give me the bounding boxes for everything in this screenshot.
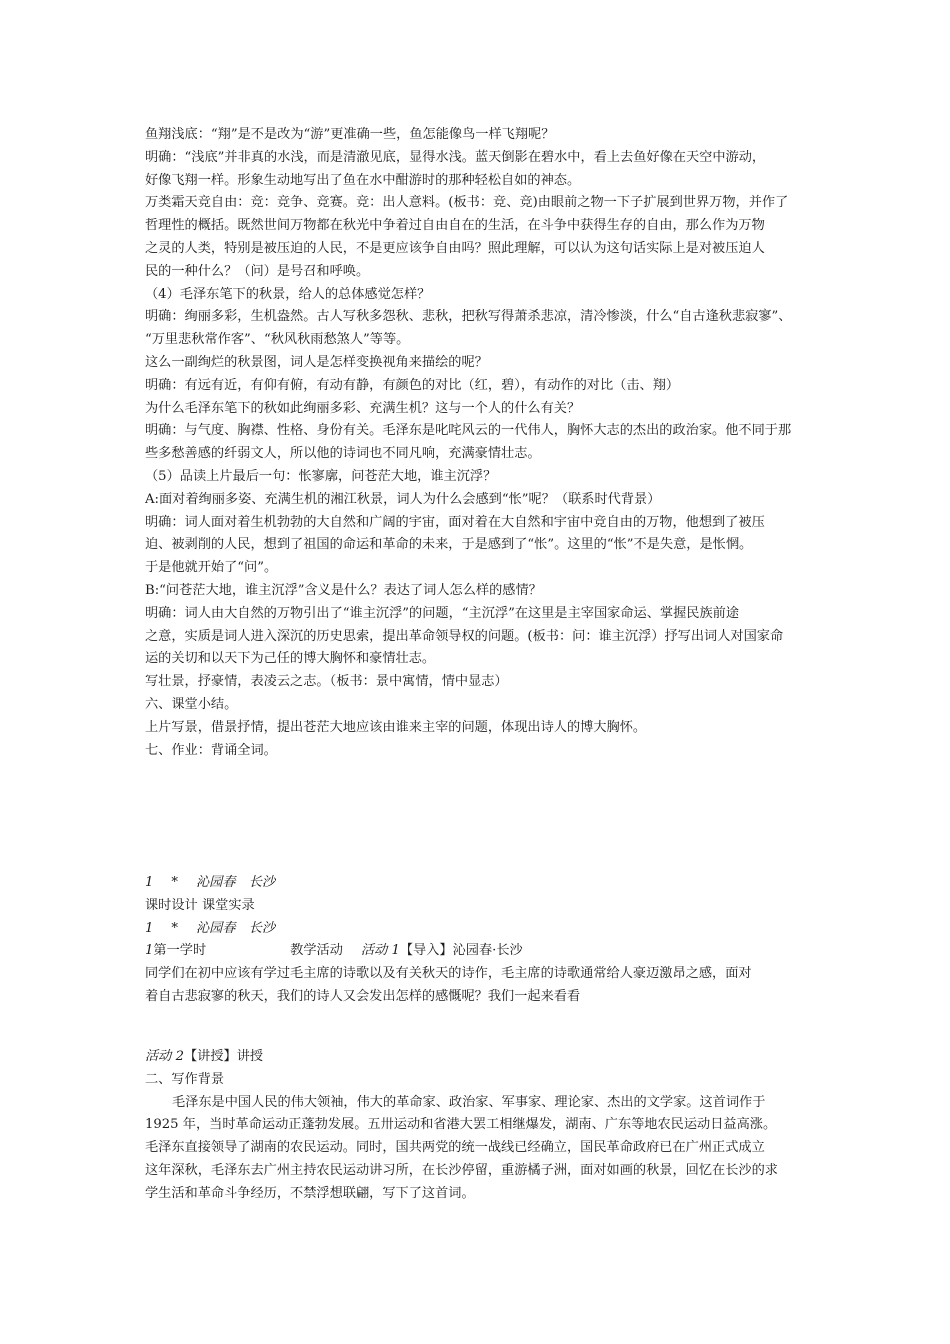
paragraph-line: 1925 年，当时革命运动正蓬勃发展。五卅运动和省港大罢工相继爆发，湖南、广东等地农民运动日益高涨。 (145, 1117, 777, 1133)
text-line: 这么一副绚烂的秋景图，词人是怎样变换视角来描绘的呢？ (145, 354, 488, 370)
lesson-title (145, 872, 817, 895)
text-line: 民的一种什么？（问）是号召和呼唤。 (145, 263, 370, 279)
activity-label: 教学活动 (290, 943, 343, 959)
activity-1-title: 【导入】沁园春·长沙 (399, 943, 523, 959)
lesson-period-line (145, 940, 817, 963)
activity-2-heading (145, 1046, 817, 1069)
text-line: 之灵的人类，特别是被压迫的人民，不是更应该争自由吗？照此理解，可以认为这句话实际上是对被压迫人 (145, 240, 765, 256)
paragraph-line: 学生活和革命斗争经历，不禁浮想联翩，写下了这首词。 (145, 1185, 475, 1201)
intro-text-line: 同学们在初中应该有学过毛主席的诗歌以及有关秋天的诗作，毛主席的诗歌通常给人豪迈激昂之感，面对 (145, 966, 752, 982)
text-line: 万类霜天竞自由：竞：竞争、竞赛。竞：出人意料。(板书：竞、竞)由眼前之物一下子扩展到世界万物，并作了 (145, 195, 789, 211)
lesson-discussion-section (145, 124, 817, 762)
title-star: * (171, 875, 178, 890)
title-number: 1 (145, 920, 154, 936)
paragraph-line: 这年深秋，毛泽东去广州主持农民运动讲习所，在长沙停留，重游橘子洲，面对如画的秋景，回忆在长沙的求 (145, 1162, 778, 1178)
activity-1-label: 活动 1 (360, 943, 400, 959)
text-line: B:“问苍茫大地，谁主沉浮”含义是什么？表达了词人怎么样的感情？ (145, 582, 542, 598)
text-line: 之意，实质是词人进入深沉的历史思索，提出革命领导权的问题。(板书：问：谁主沉浮）抒写出词人对国家命 (145, 628, 784, 644)
text-line: 明确：“浅底”并非真的水浅，而是清澈见底，显得水浅。蓝天倒影在碧水中，看上去鱼好像在天空中游动， (145, 149, 766, 165)
text-line: 些多愁善感的纤弱文人，所以他的诗词也不同凡响，充满豪情壮志。 (145, 446, 541, 462)
activity-2-title: 【讲授】讲授 (183, 1049, 264, 1064)
writing-background-section (145, 1046, 817, 1206)
text-line: A:面对着绚丽多姿、充满生机的湘江秋景，词人为什么会感到“怅”呢？（联系时代背景） (145, 491, 661, 507)
title-text: 沁园春 长沙 (195, 875, 276, 890)
text-line: 明确：绚丽多彩，生机盎然。古人写秋多怨秋、悲秋，把秋写得萧杀悲凉，清冷惨淡，什么“自古逢秋悲寂寥”、 (145, 309, 792, 325)
paragraph-line: 毛泽东直接领导了湖南的农民运动。同时，国共两党的统一战线已经确立，国民革命政府已在广州正式成立 (145, 1140, 765, 1156)
lesson-period-label: 第一学时 (153, 943, 207, 959)
text-line: 明确：与气度、胸襟、性格、身份有关。毛泽东是叱咤风云的一代伟人，胸怀大志的杰出的政治家。他不同于那 (145, 423, 792, 439)
text-line: 上片写景，借景抒情，提出苍茫大地应该由谁来主宰的问题，体现出诗人的博大胸怀。 (145, 719, 647, 735)
text-line: 七、作业：背诵全词。 (145, 742, 277, 758)
text-line: 哲理性的概括。既然世间万物都在秋光中争着过自由自在的生活，在斗争中获得生存的自由，那么作为万物 (145, 218, 765, 234)
activity-2-label: 活动 2 (145, 1049, 184, 1064)
text-line: 写壮景，抒豪情，表凌云之志。（板书：景中寓情，情中显志） (145, 674, 508, 690)
text-line: （5）品读上片最后一句：怅寥廓，问苍茫大地，谁主沉浮？ (145, 468, 497, 484)
text-line: 为什么毛泽东笔下的秋如此绚丽多彩、充满生机？这与一个人的什么有关？ (145, 400, 581, 416)
paragraph-line: 毛泽东是中国人民的伟大领袖，伟大的革命家、政治家、军事家、理论家、杰出的文学家。这首词作于 (172, 1094, 766, 1110)
text-line: 明确：词人由大自然的万物引出了“谁主沉浮”的问题，“主沉浮”在这里是主宰国家命运、掌握民族前途 (145, 605, 740, 621)
section-heading: 二、写作背景 (145, 1071, 225, 1087)
title-number: 1 (145, 875, 154, 890)
title-star: * (171, 920, 178, 936)
lesson-title-repeat (145, 918, 817, 941)
text-line: 明确：有远有近，有仰有俯，有动有静，有颜色的对比（红，碧），有动作的对比（击、翔） (145, 377, 680, 393)
text-line: 迫、被剥削的人民，想到了祖国的命运和革命的未来，于是感到了“怅”。这里的“怅”不是失意，是怅惘。 (145, 537, 753, 553)
text-line: 明确：词人面对着生机勃勃的大自然和广阔的宇宙，面对着在大自然和宇宙中竞自由的万物，他想到了被压 (145, 514, 765, 530)
title-text: 沁园春 长沙 (195, 920, 276, 936)
lesson-plan-header-section (145, 872, 817, 1009)
text-line: 于是他就开始了“问”。 (145, 560, 278, 576)
text-line: 六、课堂小结。 (145, 696, 238, 712)
text-line: 运的关切和以天下为己任的博大胸怀和豪情壮志。 (145, 651, 436, 667)
text-line: 鱼翔浅底：“翔”是不是改为“游”更准确一些，鱼怎能像鸟一样飞翔呢？ (145, 127, 555, 142)
text-line: “万里悲秋常作客”、“秋风秋雨愁煞人”等等。 (145, 332, 410, 348)
intro-text-line: 着自古悲寂寥的秋天，我们的诗人又会发出怎样的感慨呢？我们一起来看看 (145, 988, 581, 1004)
text-line: 好像飞翔一样。形象生动地写出了鱼在水中酣游时的那种轻松自如的神态。 (145, 172, 581, 188)
text-line: （4）毛泽东笔下的秋景，给人的总体感觉怎样？ (145, 286, 431, 302)
lesson-number: 1 (145, 943, 154, 959)
lesson-subtitle: 课时设计 课堂实录 (145, 897, 255, 913)
